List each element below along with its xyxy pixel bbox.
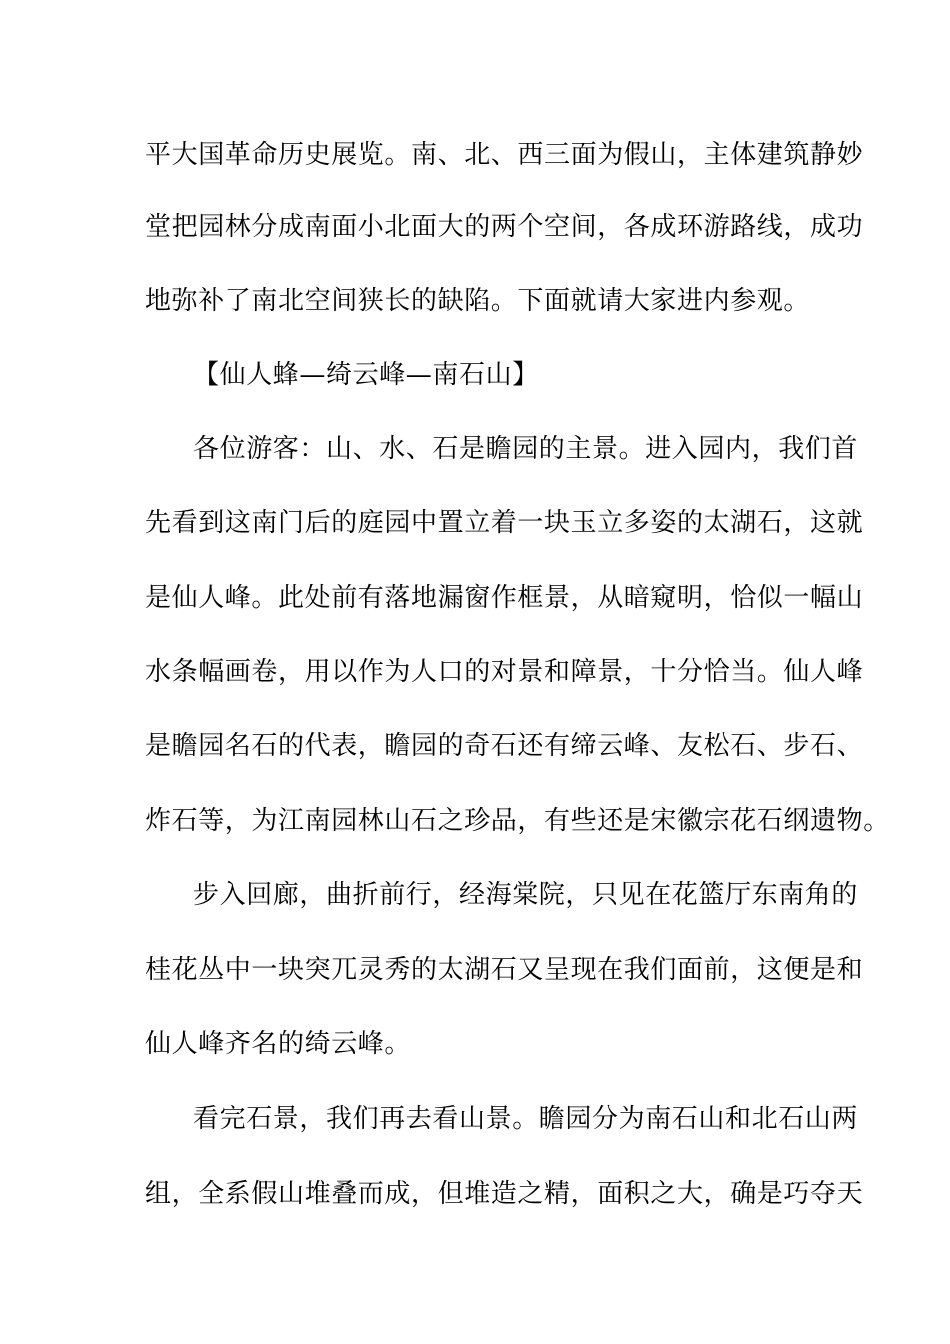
text-line-6: 先看到这南门后的庭园中置立着一块玉立多姿的太湖石，这就 [145, 508, 864, 538]
text-line-12: 桂花丛中一块突兀灵秀的太湖石又呈现在我们面前，这便是和 [145, 955, 864, 985]
text-line-9: 是瞻园名石的代表，瞻园的奇石还有缔云峰、友松石、步石、 [145, 731, 864, 761]
text-line-1: 平大国革命历史展览。南、北、西三面为假山，主体建筑静妙 [145, 140, 864, 170]
text-line-13: 仙人峰齐名的绮云峰。 [145, 1029, 412, 1059]
text-line-15: 组，全系假山堆叠而成，但堆造之精，面积之大，确是巧夺天 [145, 1179, 864, 1209]
text-line-2: 堂把园林分成南面小北面大的两个空间，各成环游路线，成功 [145, 212, 864, 242]
text-line-8: 水条幅画卷，用以作为人口的对景和障景，十分恰当。仙人峰 [145, 657, 864, 687]
text-line-7: 是仙人峰。此处前有落地漏窗作框景，从暗窥明，恰似一幅山 [145, 583, 864, 613]
text-line-14: 看完石景，我们再去看山景。瞻园分为南石山和北石山两 [193, 1104, 859, 1134]
text-line-3: 地弥补了南北空间狭长的缺陷。下面就请大家进内参观。 [145, 286, 811, 316]
section-heading: 【仙人蜂—绮云峰—南石山】 [193, 360, 539, 390]
text-line-11: 步入回廊，曲折前行，经海棠院，只见在花篮厅东南角的 [193, 880, 859, 910]
text-line-10: 炸石等，为江南园林山石之珍品，有些还是宋徽宗花石纲遗物。 [145, 806, 890, 836]
text-line-5: 各位游客：山、水、石是瞻园的主景。进入园内，我们首 [193, 434, 859, 464]
